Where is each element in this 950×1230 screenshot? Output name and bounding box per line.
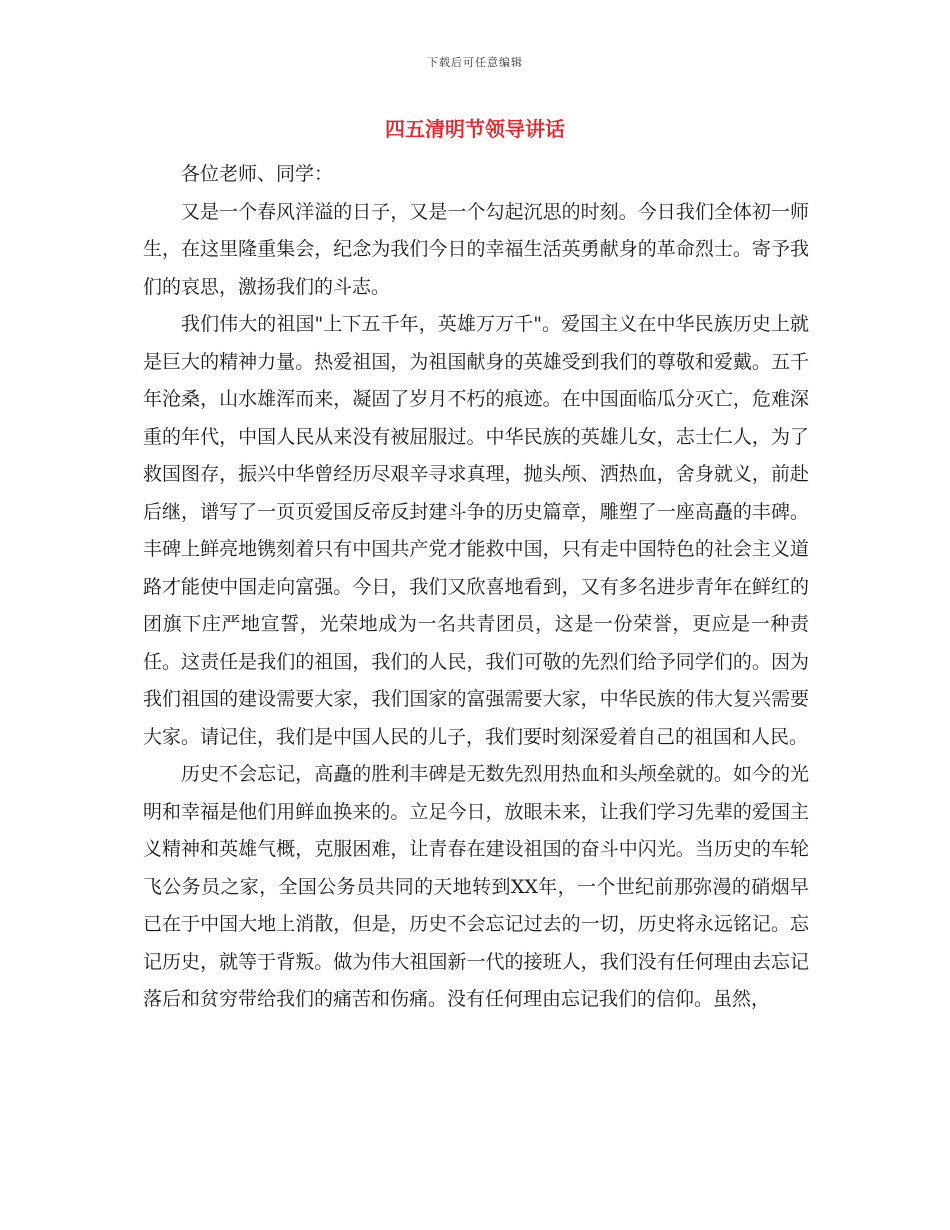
paragraph-3: 历史不会忘记，高矗的胜利丰碑是无数先烈用热血和头颅垒就的。如今的光明和幸福是他们用鲜血换来的。立足今日，放眼未来，让我们学习先辈的爱国主义精神和英雄气概，克服困难，让青春在建设祖国的奋斗中闪光。当历史的车轮飞公务员之家，全国公务员共同的天地转到XX年，一个世纪前那弥漫的硝烟早已在于中国大地上消散，但是，历史不会忘记过去的一切，历史将永远铭记。忘记历史，就等于背叛。做为伟大祖国新一代的接班人，我们没有任何理由去忘记落后和贫穷带给我们的痛苦和伤痛。没有任何理由忘记我们的信仰。虽然， (143, 763, 809, 1010)
document-title: 四五清明节领导讲话 (385, 117, 565, 141)
document-body (143, 156, 809, 1019)
header-note: 下载后可任意编辑 (427, 56, 523, 69)
paragraph-2: 我们伟大的祖国"上下五千年，英雄万万千"。爱国主义在中华民族历史上就是巨大的精神力量。热爱祖国，为祖国献身的英雄受到我们的尊敬和爱戴。五千年沧桑，山水雄浑而来，凝固了岁月不朽的痕迹。在中国面临瓜分灭亡，危难深重的年代，中国人民从来没有被屈服过。中华民族的英雄儿女，志士仁人，为了救国图存，振兴中华曾经历尽艰辛寻求真理，抛头颅、洒热血，舍身就义，前赴后继，谱写了一页页爱国反帝反封建斗争的历史篇章，雕塑了一座高矗的丰碑。丰碑上鲜亮地镌刻着只有中国共产党才能救中国，只有走中国特色的社会主义道路才能使中国走向富强。今日，我们又欣喜地看到，又有多名进步青年在鲜红的团旗下庄严地宣誓，光荣地成为一名共青团员，这是一份荣誉，更应是一种责任。这责任是我们的祖国，我们的人民，我们可敬的先烈们给予同学们的。因为我们祖国的建设需要大家，我们国家的富强需要大家，中华民族的伟大复兴需要大家。请记住，我们是中国人民的儿子，我们要时刻深爱着自己的祖国和人民。 (143, 313, 809, 748)
paragraph-1: 又是一个春风洋溢的日子，又是一个勾起沉思的时刻。今日我们全体初一师生，在这里隆重集会，纪念为我们今日的幸福生活英勇献身的革命烈士。寄予我们的哀思，激扬我们的斗志。 (143, 200, 809, 298)
salutation: 各位老师、同学： (181, 163, 334, 185)
